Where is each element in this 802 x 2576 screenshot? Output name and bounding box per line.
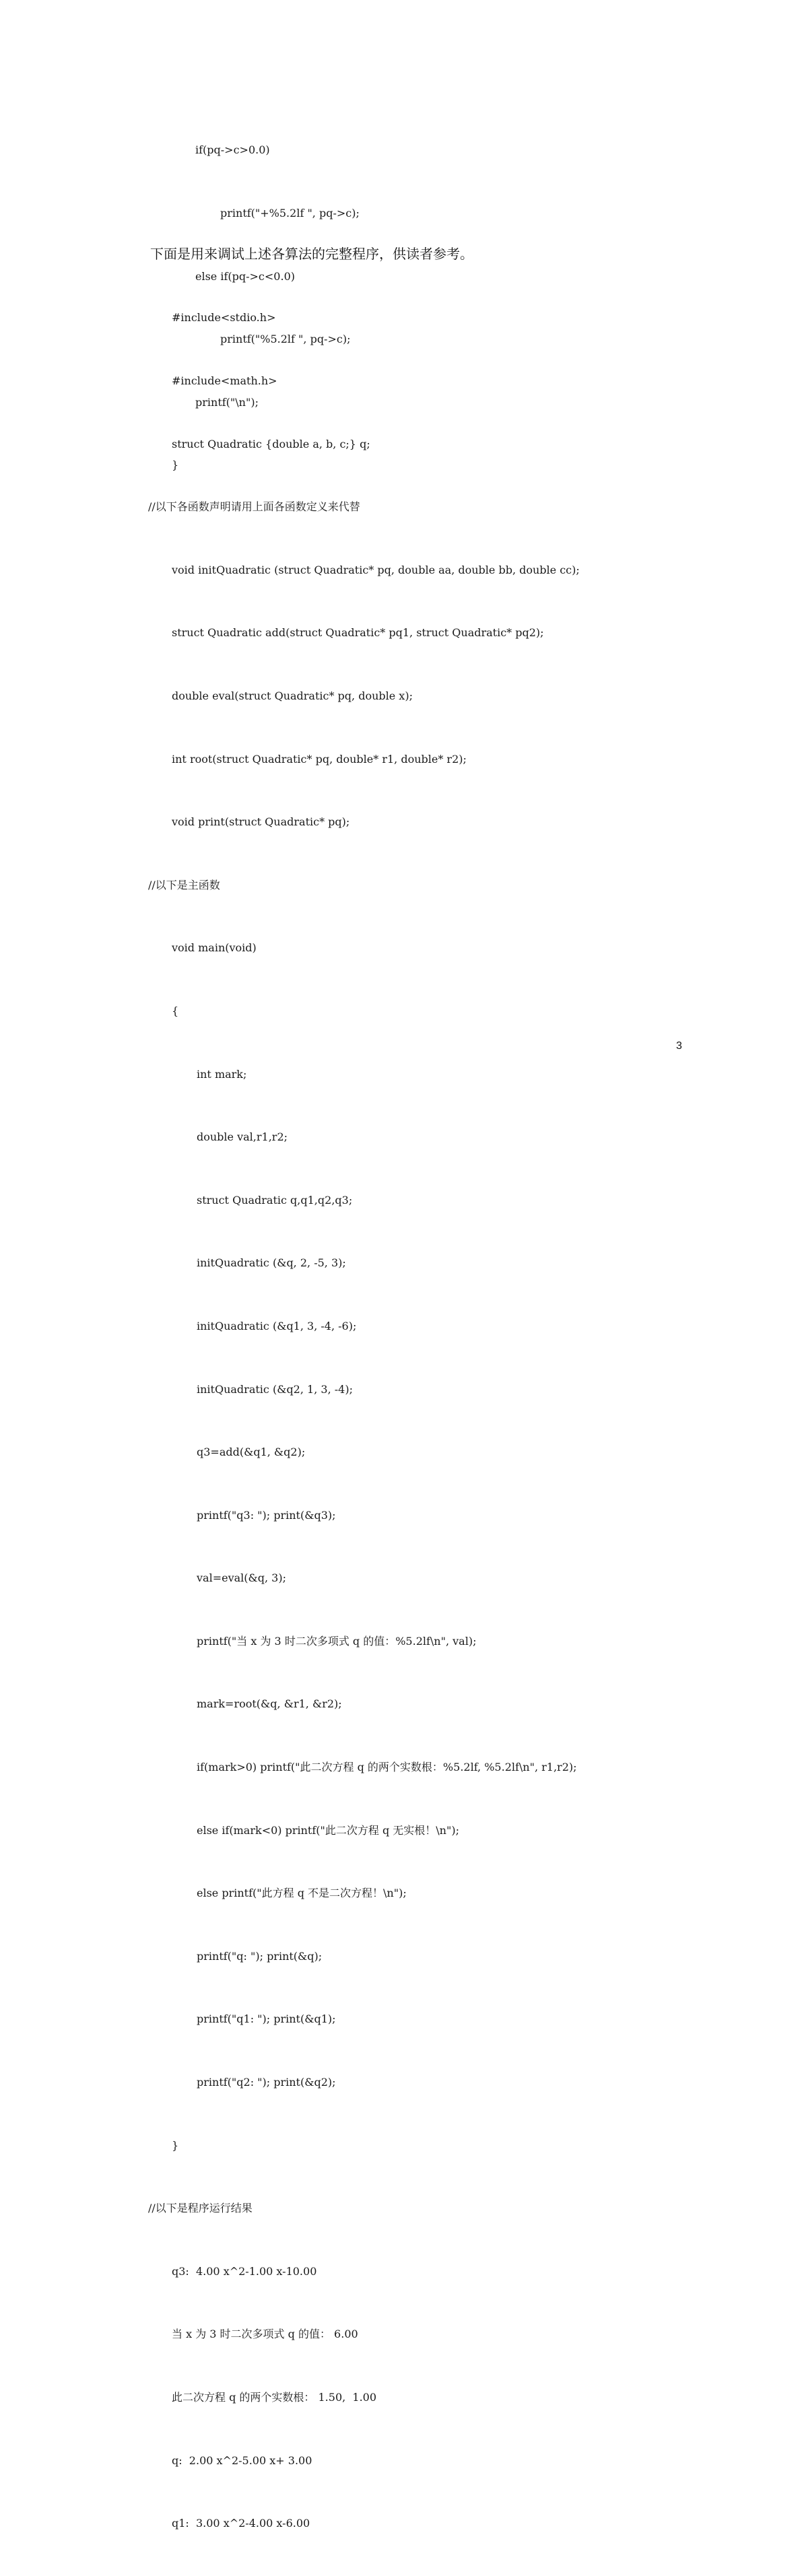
code-line: if(mark>0) printf("此二次方程 q 的两个实数根：%5.2lf, %5.2lf\n", r1,r2); [197,1761,577,1774]
code-comment: //以下各函数声明请用上面各函数定义来代替 [148,500,360,514]
code-line: val=eval(&q, 3); [197,1571,286,1585]
code-line: double val,r1,r2; [197,1130,288,1144]
code-line: q3=add(&q1, &q2); [197,1446,306,1459]
code-line: int root(struct Quadratic* pq, double* r1, double* r2); [172,752,467,766]
output-line: q: 2.00 x^2-5.00 x+ 3.00 [172,2453,312,2467]
code-line: } [172,2138,179,2152]
code-line: printf("+%5.2lf ", pq->c); [220,207,360,219]
code-line: { [172,1004,179,1017]
code-line: else if(mark<0) printf("此二次方程 q 无实根！\n"); [197,1823,459,1837]
code-line: mark=root(&q, &r1, &r2); [197,1697,342,1711]
program-listing [148,265,580,2576]
code-line: double eval(struct Quadratic* pq, double x); [172,689,413,702]
intro-paragraph: 下面是用来调试上述各算法的完整程序，供读者参考。 [150,246,473,262]
output-line: 当 x 为 3 时二次多项式 q 的值： 6.00 [172,2328,358,2341]
code-comment: //以下是主函数 [148,878,220,891]
code-line: initQuadratic (&q1, 3, -4, -6); [197,1319,357,1332]
code-line: struct Quadratic q,q1,q2,q3; [197,1193,353,1207]
code-line: void main(void) [172,941,257,955]
code-line: printf("q1: "); print(&q1); [197,2012,336,2026]
code-line: } [172,459,179,472]
code-line: struct Quadratic {double a, b, c;} q; [172,437,370,450]
code-line: int mark; [197,1067,247,1081]
page-number: 3 [676,1040,682,1052]
code-line: #include<stdio.h> [172,311,276,325]
code-line: else printf("此方程 q 不是二次方程！\n"); [197,1887,407,1900]
code-line: if(pq->c>0.0) [195,143,270,157]
code-comment: //以下是程序运行结果 [148,2202,253,2215]
code-line: printf("当 x 为 3 时二次多项式 q 的值：%5.2lf\n", val); [197,1634,477,1648]
output-line: 此二次方程 q 的两个实数根： 1.50, 1.00 [172,2391,377,2404]
code-line: struct Quadratic add(struct Quadratic* pq1, struct Quadratic* pq2); [172,626,544,640]
output-line: q1: 3.00 x^2-4.00 x-6.00 [172,2517,310,2530]
code-line: printf("\n"); [195,395,259,409]
code-line: initQuadratic (&q2, 1, 3, -4); [197,1382,353,1396]
output-line: q3: 4.00 x^2-1.00 x-10.00 [172,2264,317,2278]
code-line: printf("q3: "); print(&q3); [197,1508,336,1522]
code-line: void initQuadratic (struct Quadratic* pq, double aa, double bb, double cc); [172,563,580,576]
code-line: #include<math.h> [172,374,277,387]
code-line: printf("q2: "); print(&q2); [197,2076,336,2089]
code-line: else if(pq->c<0.0) [195,269,295,283]
code-line: printf("%5.2lf ", pq->c); [220,333,351,346]
code-line: printf("q: "); print(&q); [197,1949,323,1963]
code-line: initQuadratic (&q, 2, -5, 3); [197,1256,346,1270]
code-line: void print(struct Quadratic* pq); [172,815,350,829]
